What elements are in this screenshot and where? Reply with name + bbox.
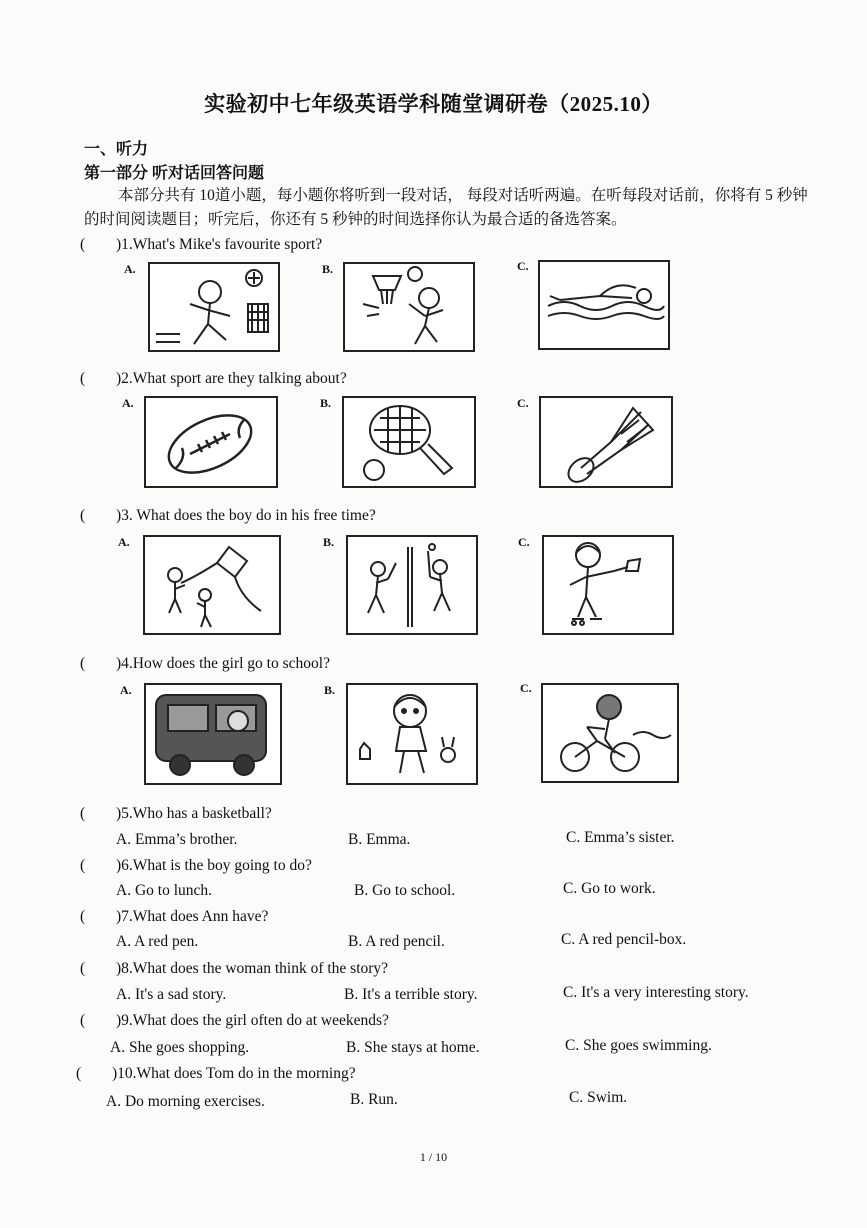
option-c[interactable]: C. She goes swimming. <box>565 1037 712 1054</box>
question-text: )2.What sport are they talking about? <box>116 370 347 387</box>
question-8 <box>80 960 388 978</box>
question-text: )5.Who has a basketball? <box>116 805 272 822</box>
answer-paren[interactable]: ( <box>80 960 86 977</box>
kite-flying-icon[interactable] <box>143 535 281 635</box>
answer-paren[interactable]: ( <box>80 908 86 925</box>
option-label: B. <box>324 683 336 697</box>
option-label: A. <box>122 396 134 410</box>
option-label: B. <box>323 535 335 549</box>
question-text: )3. What does the boy do in his free time? <box>116 507 376 524</box>
soccer-player-icon[interactable] <box>148 262 280 352</box>
question-text: )6.What is the boy going to do? <box>116 857 312 874</box>
option-label: C. <box>517 396 529 410</box>
option-a[interactable]: A. A red pen. <box>116 933 199 950</box>
answer-paren[interactable]: ( <box>80 1012 86 1029</box>
question-text: )4.How does the girl go to school? <box>116 655 330 672</box>
option-c[interactable]: C. A red pencil-box. <box>561 931 687 948</box>
option-label: C. <box>520 681 532 695</box>
option-b[interactable]: B. Go to school. <box>354 882 456 899</box>
question-text: )10.What does Tom do in the morning? <box>112 1065 356 1082</box>
option-c[interactable]: C. Go to work. <box>563 880 656 897</box>
answer-paren[interactable]: ( <box>80 507 86 524</box>
option-label: B. <box>320 396 332 410</box>
option-b[interactable]: B. Run. <box>350 1091 398 1108</box>
answer-paren[interactable]: ( <box>80 236 86 253</box>
question-9 <box>80 1012 389 1030</box>
option-label: C. <box>518 535 530 549</box>
question-1 <box>80 236 322 254</box>
option-b[interactable]: B. A red pencil. <box>348 933 445 950</box>
option-label: A. <box>124 262 136 276</box>
option-label: A. <box>120 683 132 697</box>
question-text: )1.What's Mike's favourite sport? <box>116 236 323 253</box>
roller-skating-icon[interactable] <box>542 535 674 635</box>
option-label: A. <box>118 535 130 549</box>
football-icon[interactable] <box>144 396 278 488</box>
bus-icon[interactable] <box>144 683 282 785</box>
option-c[interactable]: C. Swim. <box>569 1089 628 1106</box>
shuttlecock-icon[interactable] <box>539 396 673 488</box>
question-4 <box>80 655 330 673</box>
option-a[interactable]: A. She goes shopping. <box>110 1039 250 1056</box>
option-label: C. <box>517 259 529 273</box>
option-b[interactable]: B. It's a terrible story. <box>344 986 478 1003</box>
swimmer-icon[interactable] <box>538 260 670 350</box>
question-10 <box>76 1065 356 1083</box>
question-7 <box>80 908 268 926</box>
answer-paren[interactable]: ( <box>80 655 86 672</box>
answer-paren[interactable]: ( <box>80 857 86 874</box>
part-heading: 第一部分 听对话回答问题 <box>84 165 265 182</box>
question-6 <box>80 857 312 875</box>
option-a[interactable]: A. Go to lunch. <box>116 882 213 899</box>
section-heading: 一、听力 <box>84 141 149 158</box>
option-a[interactable]: A. Do morning exercises. <box>106 1093 265 1110</box>
option-c[interactable]: C. Emma’s sister. <box>566 829 675 846</box>
bicycle-icon[interactable] <box>541 683 679 783</box>
answer-paren[interactable]: ( <box>76 1065 82 1082</box>
answer-paren[interactable]: ( <box>80 805 86 822</box>
page-number: 1 / 10 <box>419 1150 448 1164</box>
instructions: 本部分共有 10道小题，每小题你将听到一段对话， 每段对话听两遍。在听每段对话前，你将有 5 秒钟的时间阅读题目；听完后，你还有 5 秒钟的时间选择你认为最合适的备选答案。 <box>84 187 808 228</box>
option-c[interactable]: C. It's a very interesting story. <box>563 984 749 1001</box>
option-b[interactable]: B. Emma. <box>348 831 411 848</box>
walking-girl-icon[interactable] <box>346 683 478 785</box>
tennis-racket-icon[interactable] <box>342 396 476 488</box>
option-a[interactable]: A. Emma’s brother. <box>116 831 238 848</box>
question-text: )7.What does Ann have? <box>116 908 269 925</box>
badminton-icon[interactable] <box>346 535 478 635</box>
question-3 <box>80 507 376 525</box>
answer-paren[interactable]: ( <box>80 370 86 387</box>
option-a[interactable]: A. It's a sad story. <box>116 986 227 1003</box>
option-b[interactable]: B. She stays at home. <box>346 1039 480 1056</box>
basketball-player-icon[interactable] <box>343 262 475 352</box>
question-5 <box>80 805 272 823</box>
page-title: 实验初中七年级英语学科随堂调研卷（2025.10） <box>204 92 663 116</box>
question-2 <box>80 370 347 388</box>
question-text: )8.What does the woman think of the story? <box>116 960 389 977</box>
option-label: B. <box>322 262 334 276</box>
question-text: )9.What does the girl often do at weekends? <box>116 1012 389 1029</box>
